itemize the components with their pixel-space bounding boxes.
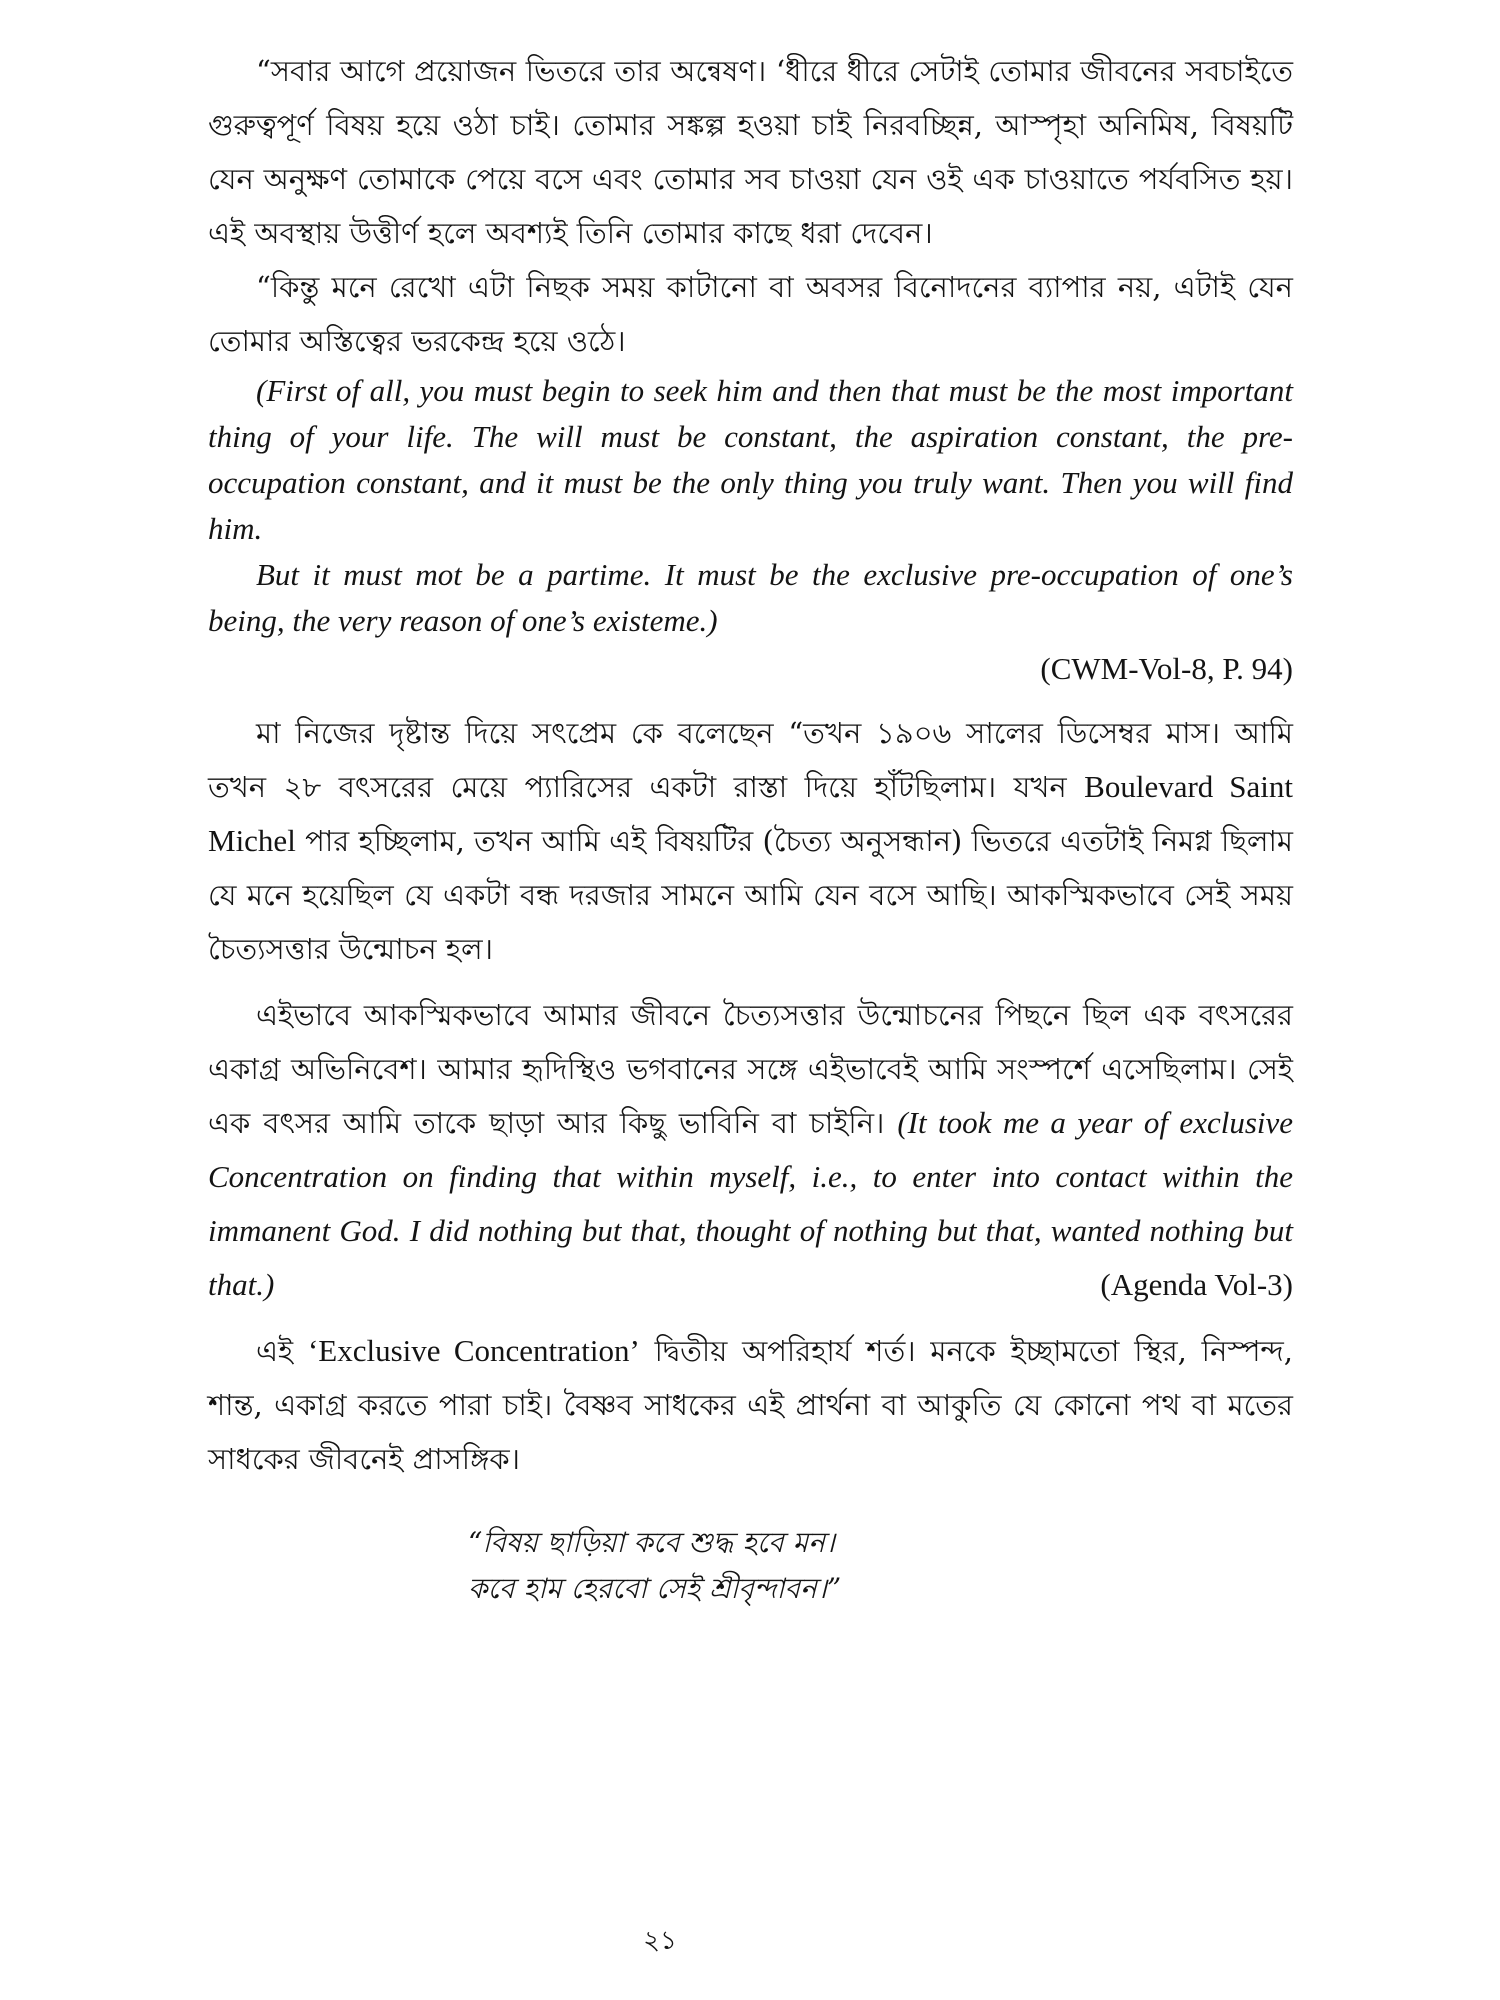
english-quote-2: But it must mot be a partime. It must be the exclusive pre-occupation of one’s being, the very reason of one’s existeme.) (208, 557, 1293, 638)
paragraph-3-part-a: মা নিজের দৃষ্টান্ত দিয়ে সৎপ্রেম কে বলেছেন “তখন ১৯০৬ সালের ডিসেম্বর মাস। আমি তখন ২৮ বৎসরের মেয়ে প্যারিসের একটা রাস্তা দিয়ে হাঁটছিলাম। যখন (208, 716, 1293, 804)
text-column (208, 44, 1293, 1612)
english-quote-1: (First of all, you must begin to seek him and then that must be the most important thing of your life. The will must be constant, the aspiration constant, the pre-occupation constant, and it must be the only thing you truly want. Then you will find him. (208, 373, 1293, 546)
poem-line-1: “বিষয় ছাড়িয়া কবে শুদ্ধ হবে মন। (468, 1526, 835, 1559)
citation-cwm: (CWM-Vol-8, P. 94) (1040, 651, 1293, 686)
page-margin-edge (1320, 0, 1500, 2000)
paragraph-5-part-b: দ্বিতীয় অপরিহার্য শর্ত। মনকে ইচ্ছামতো স্থির, নিস্পন্দ, শান্ত, একাগ্র করতে পারা চাই। বৈষ্ণব সাধকের এই প্রার্থনা বা আকুতি যে কোনো পথ বা মতের সাধকের জীবনেই প্রাসঙ্গিক। (208, 1334, 1294, 1476)
poem-quote (208, 1520, 1293, 1612)
paragraph-3-part-b: পার হচ্ছিলাম, তখন আমি এই বিষয়টির (চৈত্য অনুসন্ধান) ভিতরে এতটাই নিমগ্ন ছিলাম যে মনে হয়েছিল যে একটা বন্ধ দরজার সামনে আমি যেন বসে আছি। আকস্মিকভাবে সেই সময় চৈত্যসত্তার উন্মোচন হল। (208, 824, 1293, 966)
paragraph-bengali-3 (208, 706, 1293, 976)
paragraph-bengali-1: “সবার আগে প্রয়োজন ভিতরে তার অন্বেষণ। ‘ধীরে ধীরে সেটাই তোমার জীবনের সবচাইতে গুরুত্বপূর্ণ বিষয় হয়ে ওঠা চাই। তোমার সঙ্কল্প হওয়া চাই নিরবচ্ছিন্ন, আস্পৃহা অনিমিষ, বিষয়টি যেন অনুক্ষণ তোমাকে পেয়ে বসে এবং তোমার সব চাওয়া যেন ওই এক চাওয়াতে পর্যবসিত হয়। এই অবস্থায় উত্তীর্ণ হলে অবশ্যই তিনি তোমার কাছে ধরা দেবেন। (208, 54, 1293, 250)
poem-line-2: কবে হাম হেরবো সেই শ্রীবৃন্দাবন।” (468, 1572, 842, 1605)
citation-agenda: (Agenda Vol-3) (1100, 1267, 1293, 1302)
paragraph-4-bengali: এইভাবে আকস্মিকভাবে আমার জীবনে চৈত্যসত্তার উন্মোচনের পিছনে ছিল এক বৎসরের একাগ্র অভিনিবেশ। আমার হৃদিস্থিও ভগবানের সঙ্গে এইভাবেই আমি সংস্পর্শে এসেছিলাম। সেই এক বৎসর আমি তাকে ছাড়া আর কিছু ভাবিনি বা চাইনি। (208, 998, 1293, 1140)
page-number: ২১ (643, 1926, 677, 1956)
paragraph-3-english: Boulevard Saint Michel (208, 769, 1294, 858)
paragraph-bengali-4 (208, 988, 1293, 1312)
paragraph-4-english: (It took me a year of exclusive Concentration on finding that within myself, i.e., to enter into contact within the immanent God. I did nothing but that, thought of nothing but that, wanted nothing but that.) (208, 1105, 1294, 1302)
paragraph-bengali-5 (208, 1324, 1293, 1486)
paragraph-5-english: ‘Exclusive Concentration’ (307, 1333, 640, 1368)
paragraph-bengali-2: “কিন্তু মনে রেখো এটা নিছক সময় কাটানো বা অবসর বিনোদনের ব্যাপার নয়, এটাই যেন তোমার অস্তিত্বের ভরকেন্দ্র হয়ে ওঠে। (208, 270, 1293, 358)
paragraph-5-part-a: এই (256, 1334, 294, 1368)
